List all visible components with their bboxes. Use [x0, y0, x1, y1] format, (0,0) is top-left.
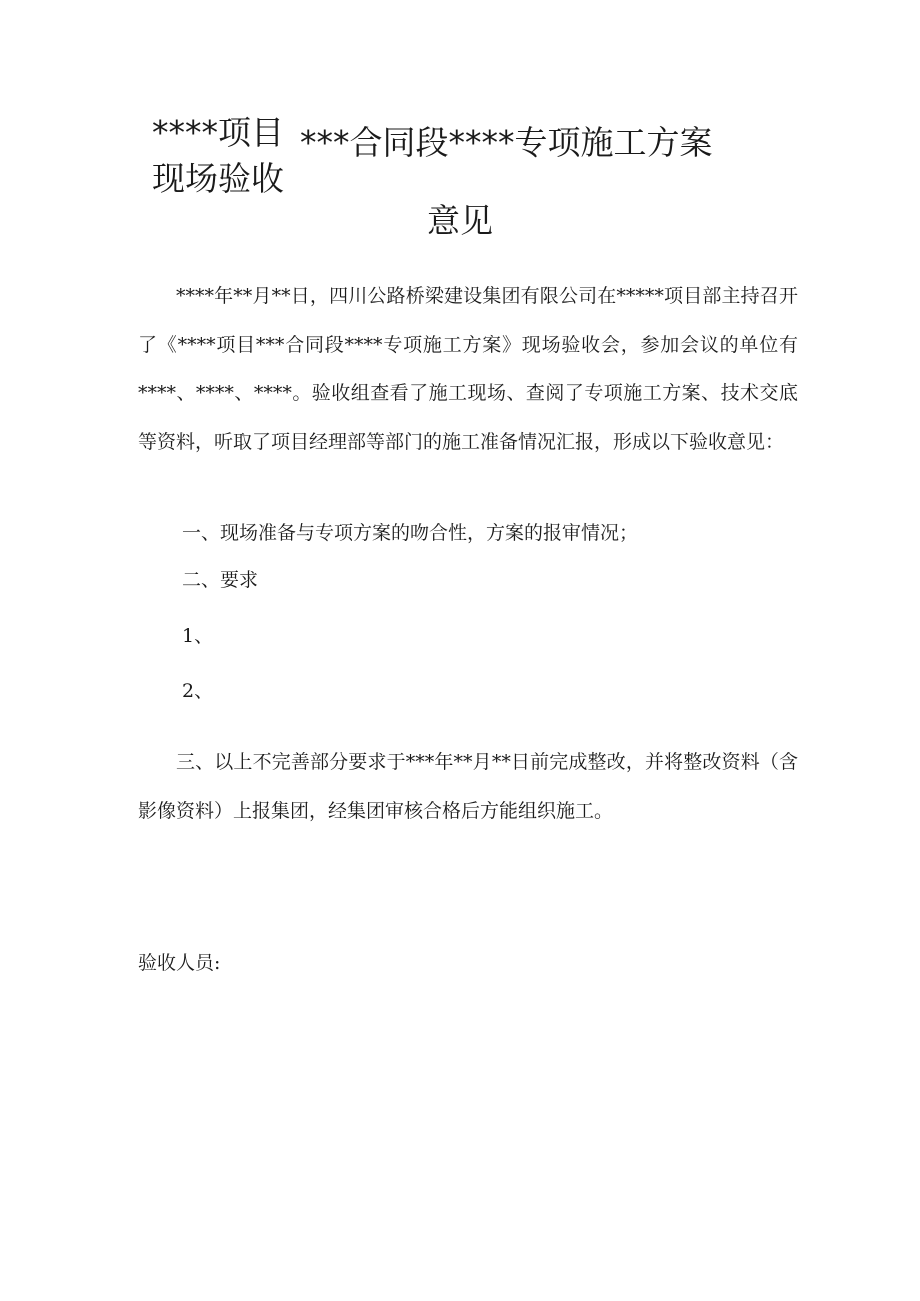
item-three-paragraph: 三、以上不完善部分要求于***年**月**日前完成整改，并将整改资料（含影像资料）上报集团，经集团审核合格后方能组织施工。: [138, 751, 798, 822]
title-line2-left: 现场验收: [152, 159, 284, 198]
title-line3-center: 意见: [427, 201, 493, 240]
intro-section: [138, 272, 798, 466]
item-three-section: [138, 738, 798, 835]
intro-paragraph: ****年**月**日，四川公路桥梁建设集团有限公司在*****项目部主持召开了《****项目***合同段****专项施工方案》现场验收会，参加会议的单位有****、****、****。验收组查看了施工现场、查阅了专项施工方案、技术交底等资料，听取了项目经理部等部门的施工准备情况汇报，形成以下验收意见：: [138, 285, 798, 453]
signature-label: 验收人员:: [138, 952, 221, 974]
sub-item-2: 2、: [182, 680, 214, 702]
item-two: 二、要求: [182, 569, 259, 591]
sub-item-1: 1、: [182, 625, 214, 647]
title-line1-right: ***合同段****专项施工方案: [300, 123, 713, 162]
item-one: 一、现场准备与专项方案的吻合性，方案的报审情况；: [182, 522, 639, 544]
title-line1-left: ****项目: [152, 113, 284, 152]
title-left-block: [152, 110, 284, 202]
